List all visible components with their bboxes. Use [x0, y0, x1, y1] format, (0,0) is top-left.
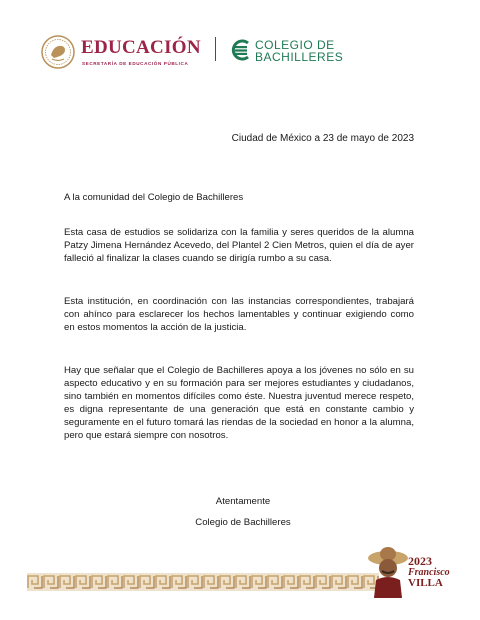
emblem-name: Francisco — [408, 567, 450, 578]
sep-subtitle: SECRETARÍA DE EDUCACIÓN PÚBLICA — [82, 61, 189, 66]
colegio-bachilleres-logo-icon — [228, 37, 252, 63]
signature: Colegio de Bachilleres — [195, 517, 291, 528]
mexican-seal-icon — [40, 34, 76, 70]
colegio-bachilleres-wordmark — [255, 39, 343, 63]
letterhead — [38, 34, 368, 74]
decorative-border-strip — [27, 573, 379, 591]
paragraph-2: Esta institución, en coordinación con las instancias correspondientes, trabajará con ahínco para esclarecer los hechos lamentables y continuar exigiendo como en estos momentos la acción de la justicia. — [64, 296, 414, 333]
letter-date: Ciudad de México a 23 de mayo de 2023 — [231, 133, 414, 144]
paragraph-3: Hay que señalar que el Colegio de Bachilleres apoya a los jóvenes no sólo en su aspecto educativo y en su formación para ser mejores estudiantes y ciudadanos, sino también en momentos difíciles como éste. Nuestra juventud merece respeto, es digna representante de una generación que está en constante cambio y seguramente en el futuro tomará las riendas de la sociedad en honor a la alumna, pero que estará siempre con nosotros. — [64, 365, 414, 441]
closing: Atentamente — [215, 496, 271, 507]
paragraph-1: Esta casa de estudios se solidariza con la familia y seres queridos de la alumna Patzy Jimena Hernández Acevedo, del Plantel 2 Cien Metros, quien el día de ayer falleció al finalizar la clases cuando se dirigía rumbo a su casa. — [64, 227, 414, 264]
emblem-year: 2023 — [408, 554, 432, 568]
colbach-line-1: COLEGIO DE — [255, 38, 335, 52]
salutation: A la comunidad del Colegio de Bachilleres — [64, 192, 244, 203]
sep-title: EDUCACIÓN — [81, 37, 201, 58]
header-divider — [215, 37, 216, 61]
colbach-line-2: BACHILLERES — [255, 50, 344, 64]
emblem-caption — [408, 556, 450, 589]
emblem-surname: VILLA — [408, 577, 443, 589]
